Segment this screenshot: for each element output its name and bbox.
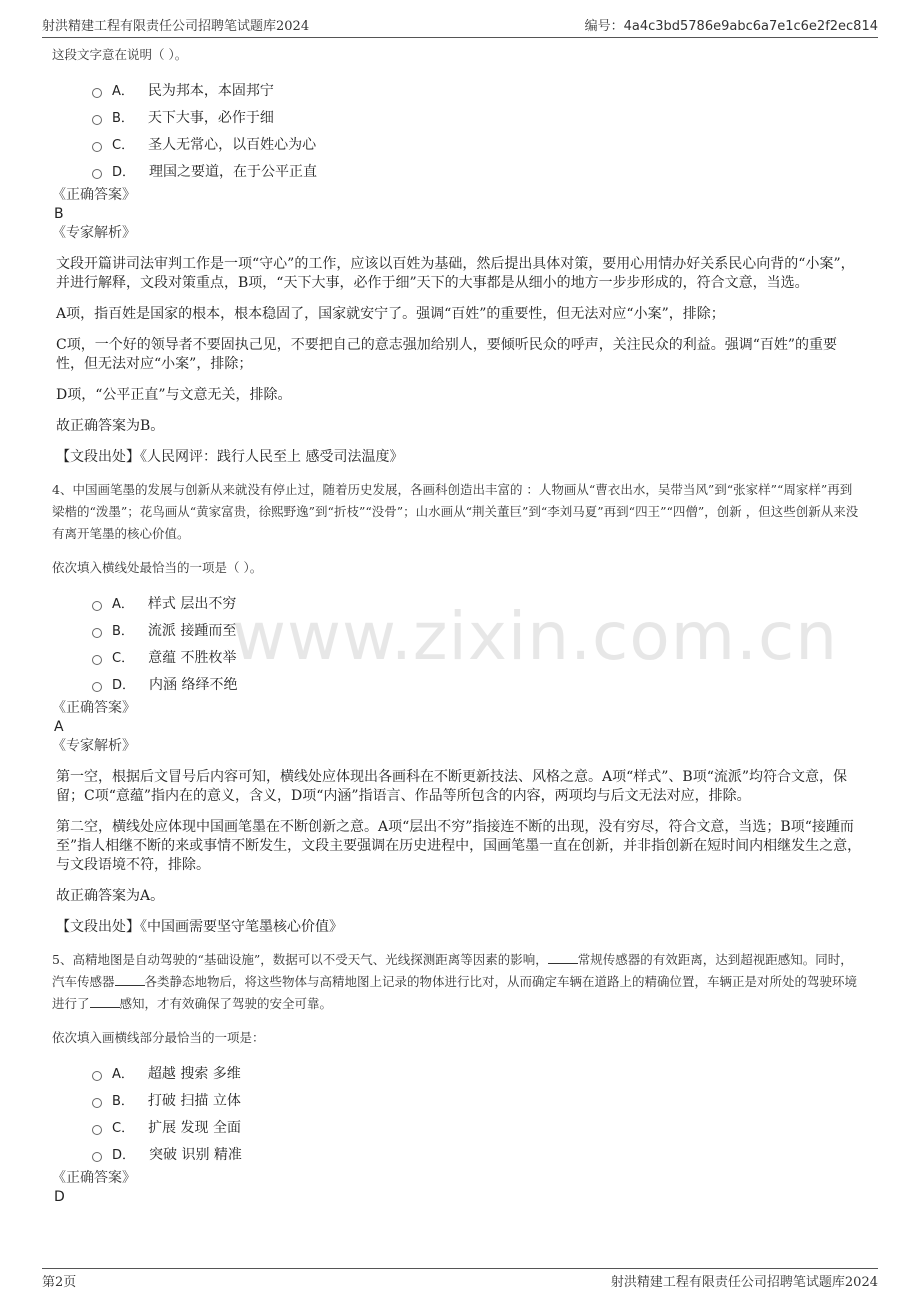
option-c[interactable]: C． 意蕴 不胜枚举 — [92, 643, 862, 670]
option-c[interactable]: C． 扩展 发现 全面 — [92, 1113, 862, 1140]
analysis-label: 《专家解析》 — [52, 738, 136, 754]
radio-icon[interactable] — [92, 1125, 102, 1135]
page-number: 第2页 — [42, 1274, 77, 1290]
source-citation: 【文段出处】《人民网评：践行人民至上 感受司法温度》 — [56, 449, 404, 465]
answer-value: D — [54, 1189, 65, 1205]
fill-blank — [548, 949, 578, 964]
analysis-label: 《专家解析》 — [52, 225, 136, 241]
radio-icon[interactable] — [92, 1152, 102, 1162]
question-5 — [52, 949, 862, 1207]
radio-icon[interactable] — [92, 628, 102, 638]
option-a[interactable]: A． 超越 搜索 多维 — [92, 1059, 862, 1086]
question-3 — [52, 44, 862, 467]
analysis-paragraph: A项，指百姓是国家的根本，根本稳固了，国家就安宁了。强调“百姓”的重要性，但无法对应“小案”，排除； — [56, 306, 725, 322]
answer-value: B — [54, 206, 64, 222]
radio-icon[interactable] — [92, 655, 102, 665]
analysis-conclusion: 故正确答案为B。 — [56, 418, 165, 434]
question-prompt: 依次填入画横线部分最恰当的一项是： — [52, 1030, 265, 1045]
radio-icon[interactable] — [92, 1098, 102, 1108]
radio-icon[interactable] — [92, 682, 102, 692]
radio-icon[interactable] — [92, 115, 102, 125]
analysis-conclusion: 故正确答案为A。 — [56, 888, 165, 904]
analysis-paragraph: C项，一个好的领导者不要固执己见，不要把自己的意志强加给别人，要倾听民众的呼声，关注民众的利益。强调“百姓”的重要性，但无法对应“小案”，排除； — [56, 337, 838, 372]
option-list — [92, 76, 862, 184]
option-list — [92, 1059, 862, 1167]
source-citation: 【文段出处】《中国画需要坚守笔墨核心价值》 — [56, 919, 343, 935]
option-d[interactable]: D． 突破 识别 精准 — [92, 1140, 862, 1167]
question-stem: 4、中国画笔墨的发展与创新从来就没有停止过，随着历史发展，各画科创造出丰富的 ：人物画从“曹衣出水，吴带当风”到“张家样”“周家样”再到梁楷的“泼墨”；花鸟画从“黄家富贵，徐熙野逸”到“折枝”“没骨”；山水画从“荆关董巨”到“李刘马夏”再到“四王”“四僧”，创新 ，但这些创新从来没有离开笔墨的核心价值。 — [52, 482, 859, 541]
analysis-paragraph: 第二空，横线处应体现中国画笔墨在不断创新之意。A项“层出不穷”指接连不断的出现，没有穷尽，符合文意，当选；B项“接踵而至”指人相继不断的来或事情不断发生，文段主要强调在历史进程中，国画笔墨一直在创新，并非指创新在短时间内相继发生之意，与文段语境不符，排除。 — [56, 819, 862, 873]
page-content — [52, 44, 862, 1207]
answer-value: A — [54, 719, 64, 735]
radio-icon[interactable] — [92, 142, 102, 152]
page-header — [42, 10, 878, 38]
radio-icon[interactable] — [92, 169, 102, 179]
option-c[interactable]: C． 圣人无常心，以百姓心为心 — [92, 130, 862, 157]
option-b[interactable]: B． 流派 接踵而至 — [92, 616, 862, 643]
option-list — [92, 589, 862, 697]
answer-label: 《正确答案》 — [52, 187, 136, 203]
radio-icon[interactable] — [92, 601, 102, 611]
option-a[interactable]: A． 样式 层出不穷 — [92, 589, 862, 616]
question-prompt: 这段文字意在说明（ ）。 — [52, 47, 188, 62]
header-title: 射洪精建工程有限责任公司招聘笔试题库2024 — [42, 19, 310, 34]
question-prompt: 依次填入横线处最恰当的一项是（ ）。 — [52, 560, 263, 575]
document-id: 编号：4a4c3bd5786e9abc6a7e1c6e2f2ec814 — [584, 19, 878, 34]
question-4 — [52, 479, 862, 937]
option-b[interactable]: B． 天下大事，必作于细 — [92, 103, 862, 130]
radio-icon[interactable] — [92, 1071, 102, 1081]
fill-blank — [90, 993, 120, 1008]
radio-icon[interactable] — [92, 88, 102, 98]
fill-blank — [115, 971, 145, 986]
watermark: www.zixin.com.cn — [232, 598, 839, 675]
page-footer — [42, 1268, 878, 1291]
option-d[interactable]: D． 内涵 络绎不绝 — [92, 670, 862, 697]
answer-label: 《正确答案》 — [52, 700, 136, 716]
footer-title: 射洪精建工程有限责任公司招聘笔试题库2024 — [610, 1274, 878, 1290]
option-b[interactable]: B． 打破 扫描 立体 — [92, 1086, 862, 1113]
question-stem: 5、高精地图是自动驾驶的“基础设施”，数据可以不受天气、光线探测距离等因素的影响， 常规传感器的有效距离，达到超视距感知。同时，汽车传感器 各类静态地物后，将这些物体与高精地图上记录的物体进行比对，从而确定车辆在道路上的精确位置，车辆正是对所处的驾驶环境进行了 感知，才有效确保了驾驶的安全可靠。 — [52, 949, 862, 1015]
analysis-paragraph: D项，“公平正直”与文意无关，排除。 — [56, 387, 292, 403]
option-a[interactable]: A． 民为邦本，本固邦宁 — [92, 76, 862, 103]
answer-label: 《正确答案》 — [52, 1170, 136, 1186]
option-d[interactable]: D． 理国之要道，在于公平正直 — [92, 157, 862, 184]
analysis-paragraph: 文段开篇讲司法审判工作是一项“守心”的工作，应该以百姓为基础，然后提出具体对策，要用心用情办好关系民心向背的“小案”，并进行解释，文段对策重点，B项，“天下大事，必作于细”天下的大事都是从细小的地方一步步形成的，符合文意，当选。 — [56, 256, 855, 291]
analysis-paragraph: 第一空，根据后文冒号后内容可知，横线处应体现出各画科在不断更新技法、风格之意。A项“样式”、B项“流派”均符合文意，保留；C项“意蕴”指内在的意义，含义，D项“内涵”指语言、作品等所包含的内容，两项均与后文无法对应，排除。 — [56, 769, 848, 804]
